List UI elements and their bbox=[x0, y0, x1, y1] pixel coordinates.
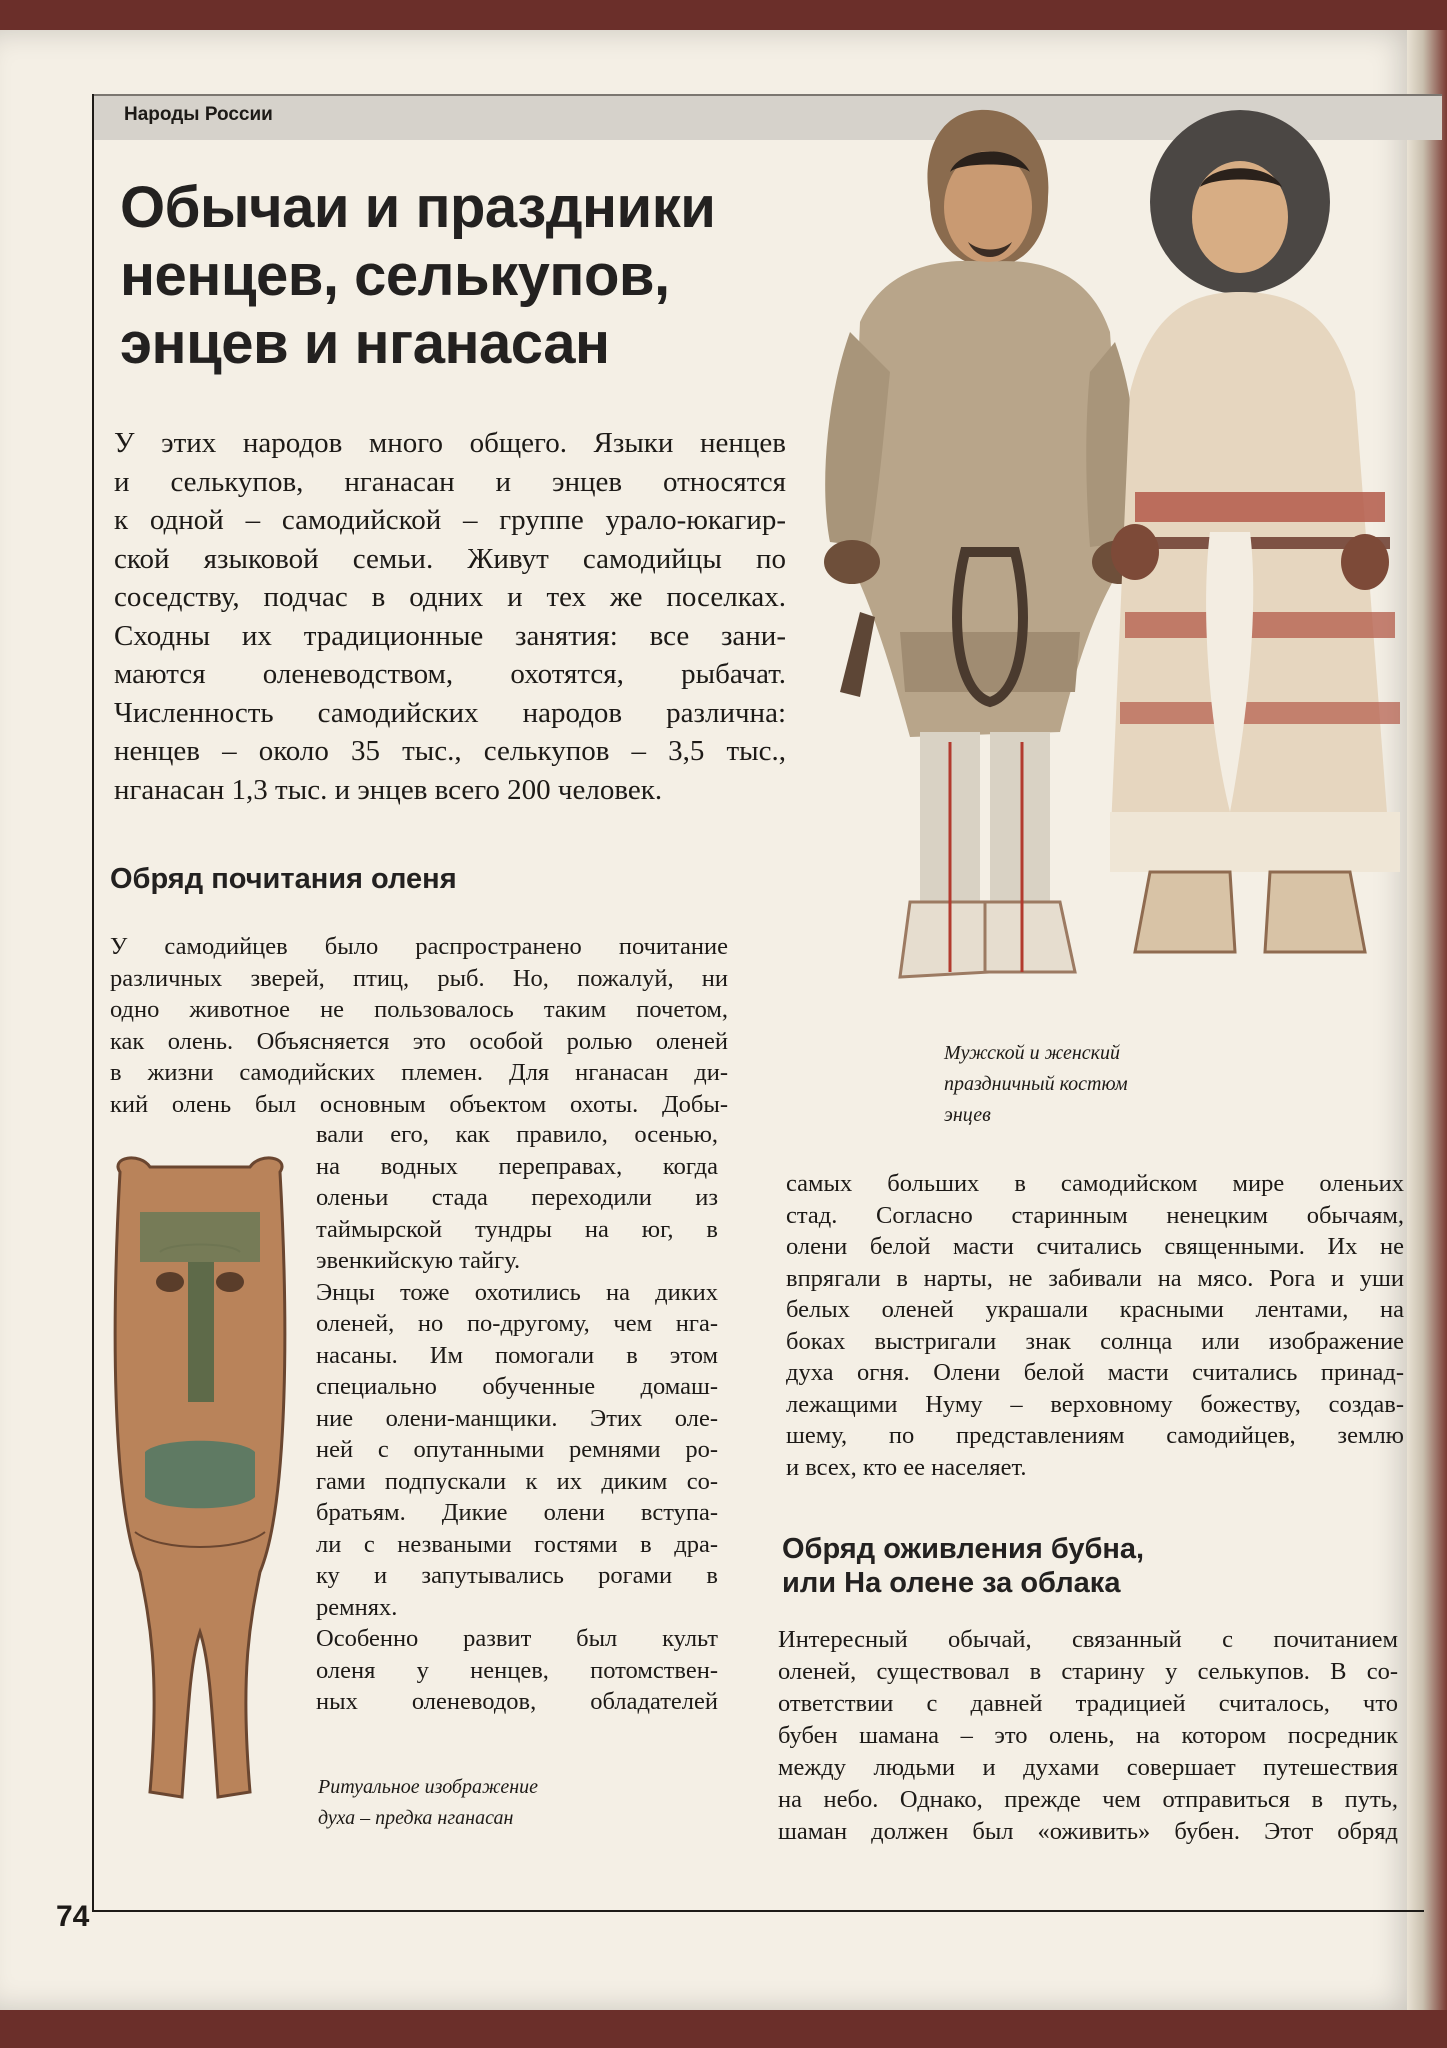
text-line: таймырской тундры на юг, в bbox=[316, 1215, 718, 1243]
text-line: боках выстригали знак солнца или изображение bbox=[786, 1327, 1404, 1355]
page-title bbox=[120, 174, 820, 378]
text-line: Сходны их традиционные занятия: все зани- bbox=[114, 619, 786, 652]
subheading-deer-rite bbox=[110, 862, 457, 896]
intro-paragraph bbox=[114, 424, 786, 809]
text-line: насаны. Им помогали в этом bbox=[316, 1341, 718, 1369]
frame-rule-bottom bbox=[92, 1910, 1424, 1912]
caption-line: Ритуальное изображение bbox=[318, 1776, 539, 1798]
text-line: и всех, кто ее населяет. bbox=[786, 1453, 1027, 1481]
subheading-drum-rite bbox=[782, 1532, 1144, 1600]
text-line: гами подпускали к их диким со- bbox=[316, 1467, 718, 1495]
subheading-text: Обряд почитания оленя bbox=[110, 863, 457, 895]
text-line: ние олени-манщики. Этих оле- bbox=[316, 1404, 718, 1432]
ritual-idol-illustration bbox=[100, 1152, 300, 1812]
text-line: олени белой масти считались священными. Их не bbox=[786, 1233, 1404, 1260]
text-line: бубен шамана – это олень, на котором посредник bbox=[778, 1722, 1398, 1749]
title-line: энцев и нганасан bbox=[120, 311, 610, 376]
text-line: ответствии с давней традицией считалось, что bbox=[778, 1690, 1398, 1717]
man-figure bbox=[824, 110, 1148, 977]
section-label: Народы России bbox=[124, 104, 273, 125]
text-line: Численность самодийских народов различна: bbox=[114, 696, 786, 729]
text-line: Энцы тоже охотились на диких bbox=[316, 1278, 718, 1306]
text-line: в жизни самодийских племен. Для нганасан ди- bbox=[110, 1059, 728, 1086]
text-line: специально обученные домаш- bbox=[316, 1373, 718, 1400]
text-line: между людьми и духами совершает путешествия bbox=[778, 1754, 1398, 1781]
text-line: шаман должен был «оживить» бубен. Этот обряд bbox=[778, 1818, 1398, 1845]
text-line: кий олень был основным объектом охоты. Добы- bbox=[110, 1090, 728, 1118]
text-line: на водных переправах, когда bbox=[316, 1152, 718, 1180]
caption-line: энцев bbox=[944, 1104, 991, 1126]
woman-figure bbox=[1110, 110, 1400, 952]
deer-rite-paragraph-top bbox=[110, 931, 728, 1120]
text-line: Особенно развит был культ bbox=[316, 1625, 718, 1652]
text-line: нганасан 1,3 тыс. и энцев всего 200 человек. bbox=[114, 773, 663, 806]
subheading-line: или На олене за облака bbox=[782, 1567, 1121, 1599]
text-line: оленей, существовал в старину у селькупов. В со- bbox=[778, 1658, 1398, 1685]
title-line: Обычаи и праздники bbox=[120, 175, 716, 240]
white-deer-paragraph bbox=[786, 1168, 1404, 1483]
deer-rite-paragraph-narrow bbox=[316, 1119, 718, 1718]
text-line: соседству, подчас в одних и тех же поселках. bbox=[114, 581, 786, 613]
book-spine-shadow bbox=[1407, 30, 1447, 2010]
costume-caption bbox=[944, 1038, 1128, 1131]
text-line: одно животное не пользовалось таким почетом, bbox=[110, 996, 728, 1023]
text-line: шему, по представлениям самодийцев, землю bbox=[786, 1422, 1404, 1449]
caption-line: Мужской и женский bbox=[944, 1042, 1120, 1064]
text-line: ненцев – около 35 тыс., селькупов – 3,5 тыс., bbox=[114, 735, 786, 767]
text-line: стад. Согласно старинным ненецким обычаям, bbox=[786, 1201, 1404, 1229]
text-line: У этих народов много общего. Языки ненцев bbox=[114, 427, 786, 459]
text-line: Интересный обычай, связанный с почитанием bbox=[778, 1626, 1398, 1653]
text-line: ку и запутывались рогами в bbox=[316, 1562, 718, 1589]
text-line: к одной – самодийской – группе урало-юкагир- bbox=[114, 504, 786, 536]
page-number: 74 bbox=[56, 1900, 90, 1933]
text-line: вали его, как правило, осенью, bbox=[316, 1121, 718, 1148]
text-line: маются оленеводством, охотятся, рыбачат. bbox=[114, 658, 786, 690]
text-line: ремнях. bbox=[316, 1593, 398, 1621]
text-line: лежащими Нуму – верховному божеству, создав- bbox=[786, 1390, 1404, 1418]
title-line: ненцев, селькупов, bbox=[120, 243, 670, 308]
text-line: впрягали в нарты, не забивали на мясо. Рога и уши bbox=[786, 1264, 1404, 1292]
text-line: как олень. Объясняется это особой ролью оленей bbox=[110, 1027, 728, 1055]
text-line: ней с опутанными ремнями ро- bbox=[316, 1436, 718, 1463]
text-line: белых оленей украшали красными лентами, на bbox=[786, 1296, 1404, 1323]
text-line: духа огня. Олени белой масти считались принад- bbox=[786, 1359, 1404, 1386]
drum-rite-paragraph bbox=[778, 1624, 1398, 1848]
caption-line: духа – предка нганасан bbox=[318, 1807, 514, 1829]
frame-rule-left bbox=[92, 94, 94, 1912]
text-line: на небо. Однако, прежде чем отправиться в путь, bbox=[778, 1786, 1398, 1813]
caption-line: праздничный костюм bbox=[944, 1073, 1128, 1095]
text-line: У самодийцев было распространено почитание bbox=[110, 933, 728, 960]
costume-illustration bbox=[790, 92, 1410, 1032]
text-line: ской языковой семьи. Живут самодийцы по bbox=[114, 542, 786, 575]
text-line: ли с незваными гостями в дра- bbox=[316, 1530, 718, 1558]
idol-caption bbox=[318, 1772, 538, 1834]
text-line: братьям. Дикие олени вступа- bbox=[316, 1499, 718, 1526]
text-line: различных зверей, птиц, рыб. Но, пожалуй, ни bbox=[110, 964, 728, 992]
text-line: оленя у ненцев, потомствен- bbox=[316, 1656, 718, 1684]
text-line: ных оленеводов, обладателей bbox=[316, 1688, 718, 1715]
text-line: и селькупов, нганасан и энцев относятся bbox=[114, 465, 786, 498]
text-line: самых больших в самодийском мире оленьих bbox=[786, 1170, 1404, 1197]
text-line: оленей, но по-другому, чем нга- bbox=[316, 1310, 718, 1337]
text-line: эвенкийскую тайгу. bbox=[316, 1247, 521, 1274]
text-line: оленьи стада переходили из bbox=[316, 1184, 718, 1211]
subheading-line: Обряд оживления бубна, bbox=[782, 1533, 1145, 1565]
